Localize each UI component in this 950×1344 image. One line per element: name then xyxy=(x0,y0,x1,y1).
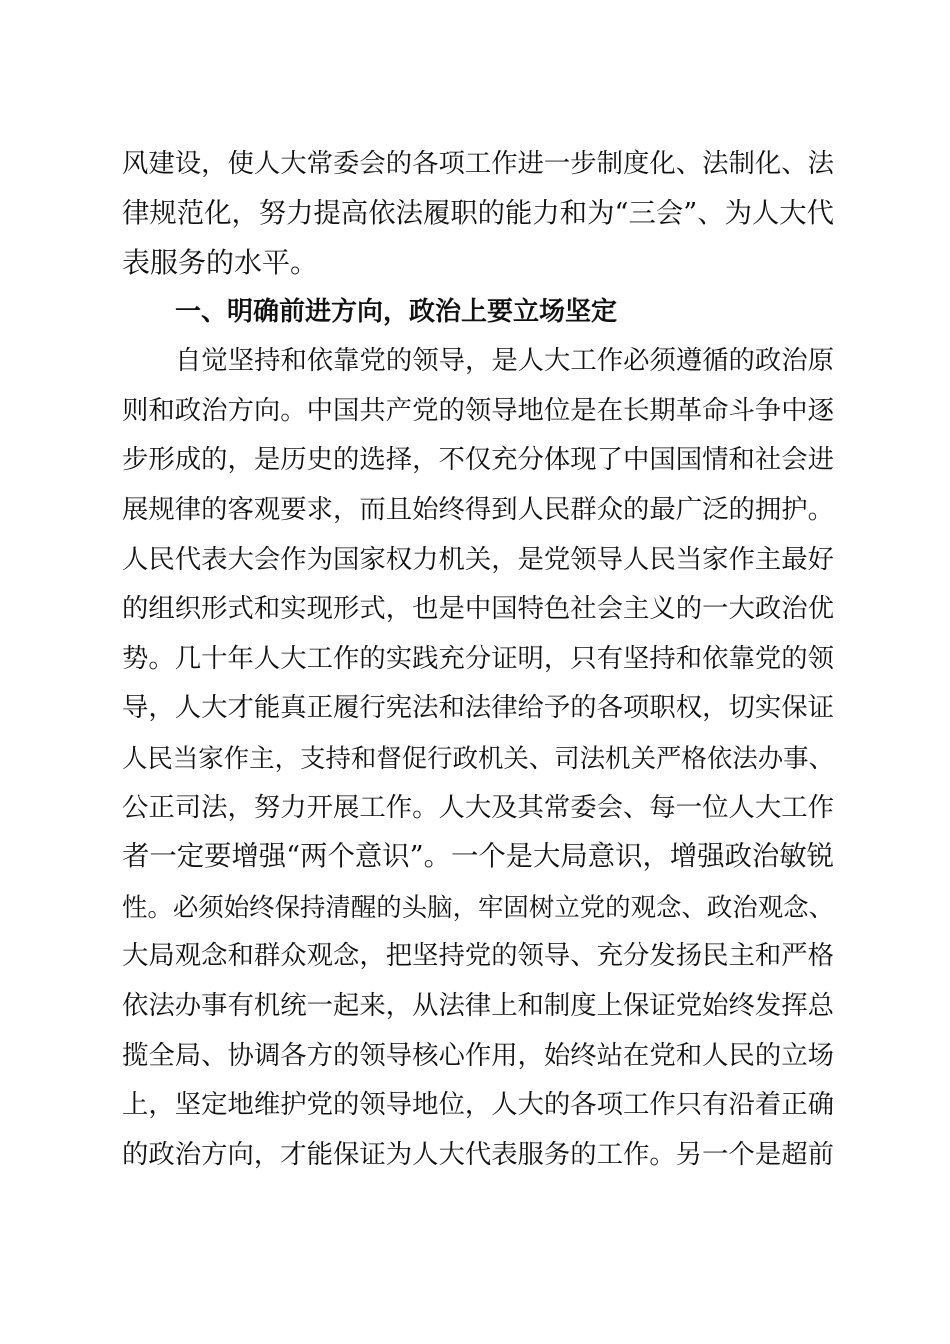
intro-line: 律规范化，努力提高依法履职的能力和为“三会”、为人大代 xyxy=(122,198,834,229)
body-line: 揽全局、协调各方的领导核心作用，始终站在党和人民的立场 xyxy=(122,1041,834,1071)
body-line: 上，坚定地维护党的领导地位，人大的各项工作只有沿着正确 xyxy=(122,1090,834,1120)
body-line: 导，人大才能真正履行宪法和法律给予的各项职权，切实保证 xyxy=(122,693,834,723)
intro-line: 风建设，使人大常委会的各项工作进一步制度化、法制化、法 xyxy=(122,149,834,179)
intro-line: 表服务的水平。 xyxy=(122,246,319,279)
section-heading: 一、明确前进方向，政治上要立场坚定 xyxy=(175,297,618,327)
body-line: 依法办事有机统一起来，从法律上和制度上保证党始终发挥总 xyxy=(122,991,834,1021)
body-line: 大局观念和群众观念，把坚持党的领导、充分发扬民主和严格 xyxy=(122,941,834,971)
body-line: 步形成的，是历史的选择，不仅充分体现了中国国情和社会进 xyxy=(122,445,834,475)
body-line: 人民代表大会作为国家权力机关，是党领导人民当家作主最好 xyxy=(122,545,834,575)
body-line: 则和政治方向。中国共产党的领导地位是在长期革命斗争中逐 xyxy=(122,396,834,426)
body-line: 者一定要增强“两个意识”。一个是大局意识，增强政治敏锐 xyxy=(122,841,834,872)
body-line: 展规律的客观要求，而且始终得到人民群众的最广泛的拥护。 xyxy=(122,495,834,525)
body-line: 公正司法，努力开展工作。人大及其常委会、每一位人大工作 xyxy=(122,793,834,823)
body-line: 势。几十年人大工作的实践充分证明，只有坚持和依靠党的领 xyxy=(122,644,834,674)
body-line: 人民当家作主，支持和督促行政机关、司法机关严格依法办事、 xyxy=(122,743,834,773)
body-line: 的组织形式和实现形式，也是中国特色社会主义的一大政治优 xyxy=(122,594,834,624)
body-line: 自觉坚持和依靠党的领导，是人大工作必须遵循的政治原 xyxy=(175,346,834,376)
body-line: 的政治方向，才能保证为人大代表服务的工作。另一个是超前 xyxy=(122,1140,834,1170)
body-line: 性。必须始终保持清醒的头脑，牢固树立党的观念、政治观念、 xyxy=(122,892,834,922)
